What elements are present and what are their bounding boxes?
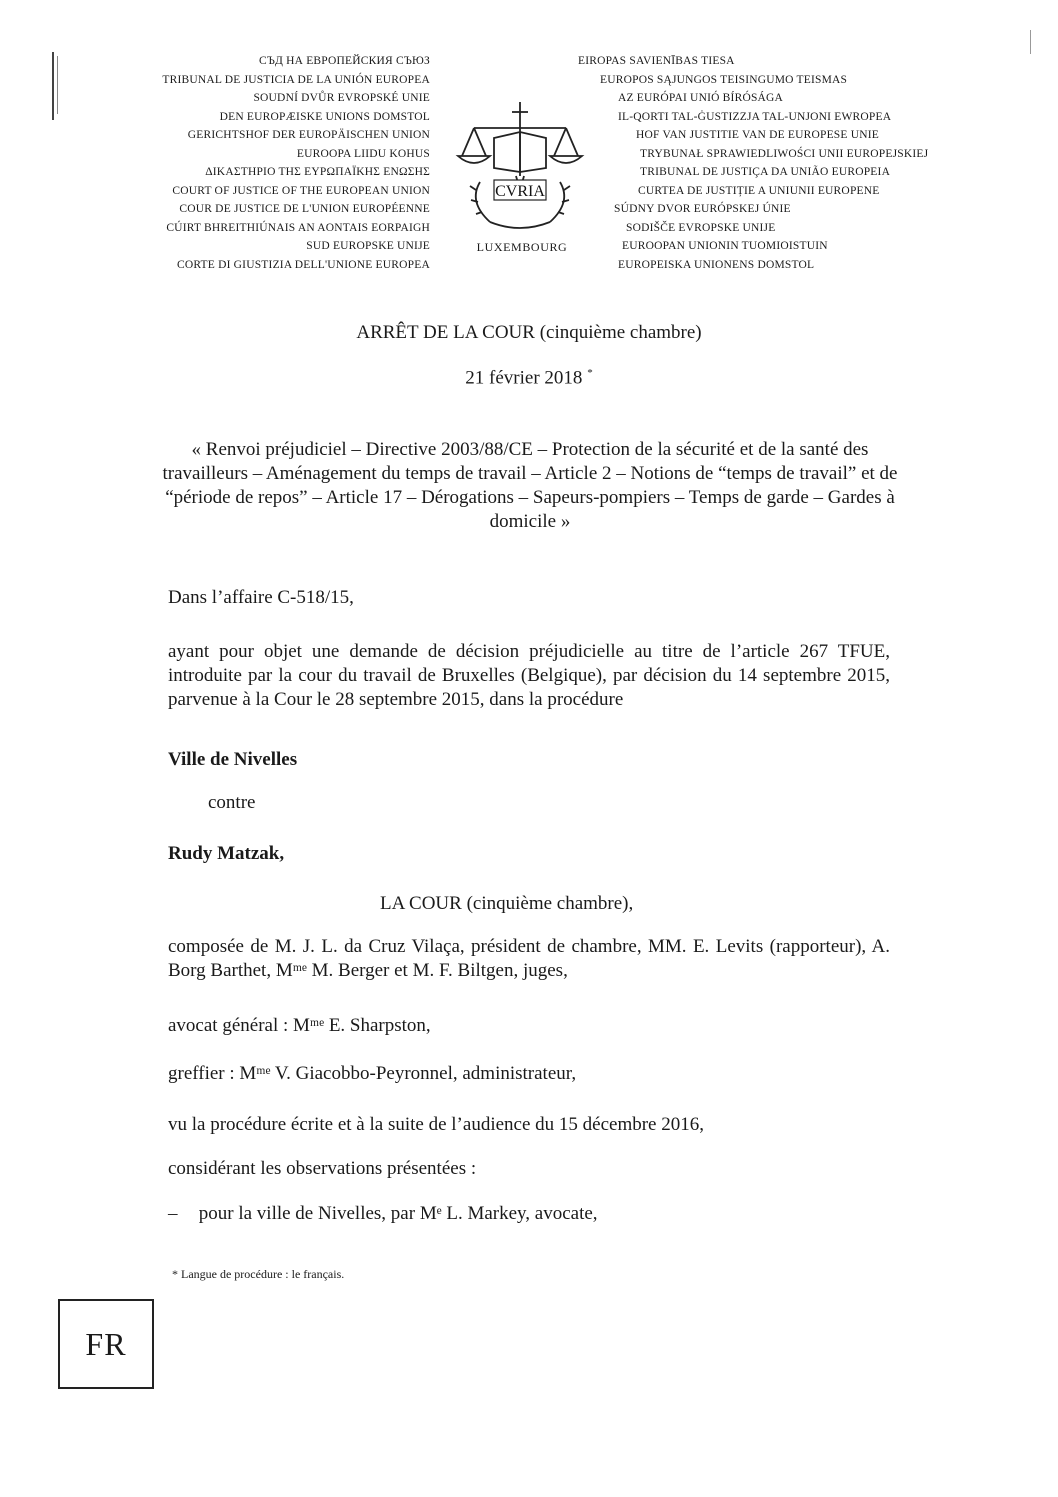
procedure-statement: vu la procédure écrite et à la suite de l’audience du 15 décembre 2016, <box>168 1114 704 1135</box>
language-code-box: FR <box>58 1299 154 1389</box>
court-name: COUR DE JUSTICE DE L'UNION EUROPÉENNE <box>179 203 430 215</box>
court-composition: composée de M. J. L. da Cruz Vilaça, président de chambre, MM. E. Levits (rapporteur), A. Borg Barthet, Mᵐᵉ M. Berger et M. F. Biltgen, juges, <box>168 936 890 981</box>
observation-text: pour la ville de Nivelles, par Mᵉ L. Markey, avocate, <box>198 1203 598 1224</box>
court-formation: LA COUR (cinquième chambre), <box>380 893 634 914</box>
court-name: SUD EUROPSKE UNIJE <box>306 240 430 252</box>
judgment-date: 21 février 2018 <box>465 367 583 389</box>
court-name: EUROOPAN UNIONIN TUOMIOISTUIN <box>622 240 828 252</box>
court-name: EUROPOS SĄJUNGOS TEISINGUMO TEISMAS <box>600 73 848 86</box>
list-dash: – <box>168 1203 178 1224</box>
court-name: EIROPAS SAVIENĪBAS TIESA <box>578 55 735 67</box>
court-name: COURT OF JUSTICE OF THE EUROPEAN UNION <box>172 184 430 197</box>
emblem-label: CVRIA <box>495 183 545 200</box>
footnote-marker: * <box>587 367 593 379</box>
footnote: * Langue de procédure : le français. <box>172 1267 345 1281</box>
court-name: GERICHTSHOF DER EUROPÄISCHEN UNION <box>187 129 430 141</box>
court-name: TRIBUNAL DE JUSTIÇA DA UNIÃO EUROPEIA <box>640 166 891 178</box>
court-name: ΔΙΚΑΣΤΗΡΙΟ ΤΗΣ ΕΥΡΩΠΑΪΚΗΣ ΕΝΩΣΗΣ <box>205 166 430 178</box>
court-name: SODIŠČE EVROPSKE UNIJE <box>626 221 776 234</box>
judgment-date-line <box>0 367 1058 389</box>
advocate-general: avocat général : Mᵐᵉ E. Sharpston, <box>168 1015 431 1036</box>
registrar: greffier : Mᵐᵉ V. Giacobbo-Peyronnel, administrateur, <box>168 1063 577 1084</box>
court-name: CORTE DI GIUSTIZIA DELL'UNIONE EUROPEA <box>176 258 430 271</box>
list-item <box>168 1203 598 1225</box>
court-name: IL-QORTI TAL-ĠUSTIZZJA TAL-UNJONI EWROPEA <box>618 110 892 123</box>
judgment-subject: « Renvoi préjudiciel – Directive 2003/88/CE – Protection de la sécurité et de la santé des travailleurs – Aménagement du temps de travail – Article 2 – Notions de “temps de travail” et de “période de repos” – Article 17 – Dérogations – Sapeurs-pompiers – Temps de garde – Gardes à domicile » <box>162 439 898 532</box>
court-name: TRYBUNAŁ SPRAWIEDLIWOŚCI UNII EUROPEJSKIEJ <box>640 147 929 160</box>
scan-mark-left <box>52 52 54 120</box>
court-name: CURTEA DE JUSTIȚIE A UNIUNII EUROPENE <box>638 184 880 197</box>
court-names-right <box>578 52 928 274</box>
scan-mark-left-thin <box>57 56 58 114</box>
court-name: HOF VAN JUSTITIE VAN DE EUROPESE UNIE <box>636 129 879 141</box>
court-name: DEN EUROPÆISKE UNIONS DOMSTOL <box>219 110 430 123</box>
case-reference: Dans l’affaire C-518/15, <box>168 587 354 608</box>
court-names-left <box>162 52 430 274</box>
court-name: AZ EURÓPAI UNIÓ BÍRÓSÁGA <box>618 92 784 104</box>
court-city: LUXEMBOURG <box>476 240 568 254</box>
court-name: TRIBUNAL DE JUSTICIA DE LA UNIÓN EUROPEA <box>162 73 430 86</box>
court-name: EUROPEISKA UNIONENS DOMSTOL <box>618 258 815 271</box>
party-applicant: Ville de Nivelles <box>168 749 298 770</box>
judgment-title: ARRÊT DE LA COUR (cinquième chambre) <box>356 322 702 343</box>
curia-emblem-icon <box>450 98 590 238</box>
party-defendant: Rudy Matzak, <box>168 843 285 864</box>
court-name: SÚDNY DVOR EURÓPSKEJ ÚNIE <box>614 203 791 215</box>
court-name: СЪД НА ЕВРОПЕЙСКИЯ СЪЮЗ <box>258 55 430 67</box>
observations-intro: considérant les observations présentées : <box>168 1158 477 1179</box>
scan-mark-right <box>1030 30 1031 54</box>
versus-label: contre <box>208 792 256 813</box>
court-name: EUROOPA LIIDU KOHUS <box>296 147 430 160</box>
court-name: SOUDNÍ DVŮR EVROPSKÉ UNIE <box>253 92 430 104</box>
case-object: ayant pour objet une demande de décision préjudicielle au titre de l’article 267 TFUE, introduite par la cour du travail de Bruxelles (Belgique), par décision du 14 septembre 2015, parvenue à la Cour le 28 septembre 2015, dans la procédure <box>168 641 890 710</box>
court-name: CÚIRT BHREITHIÚNAIS AN AONTAIS EORPAIGH <box>166 221 430 234</box>
